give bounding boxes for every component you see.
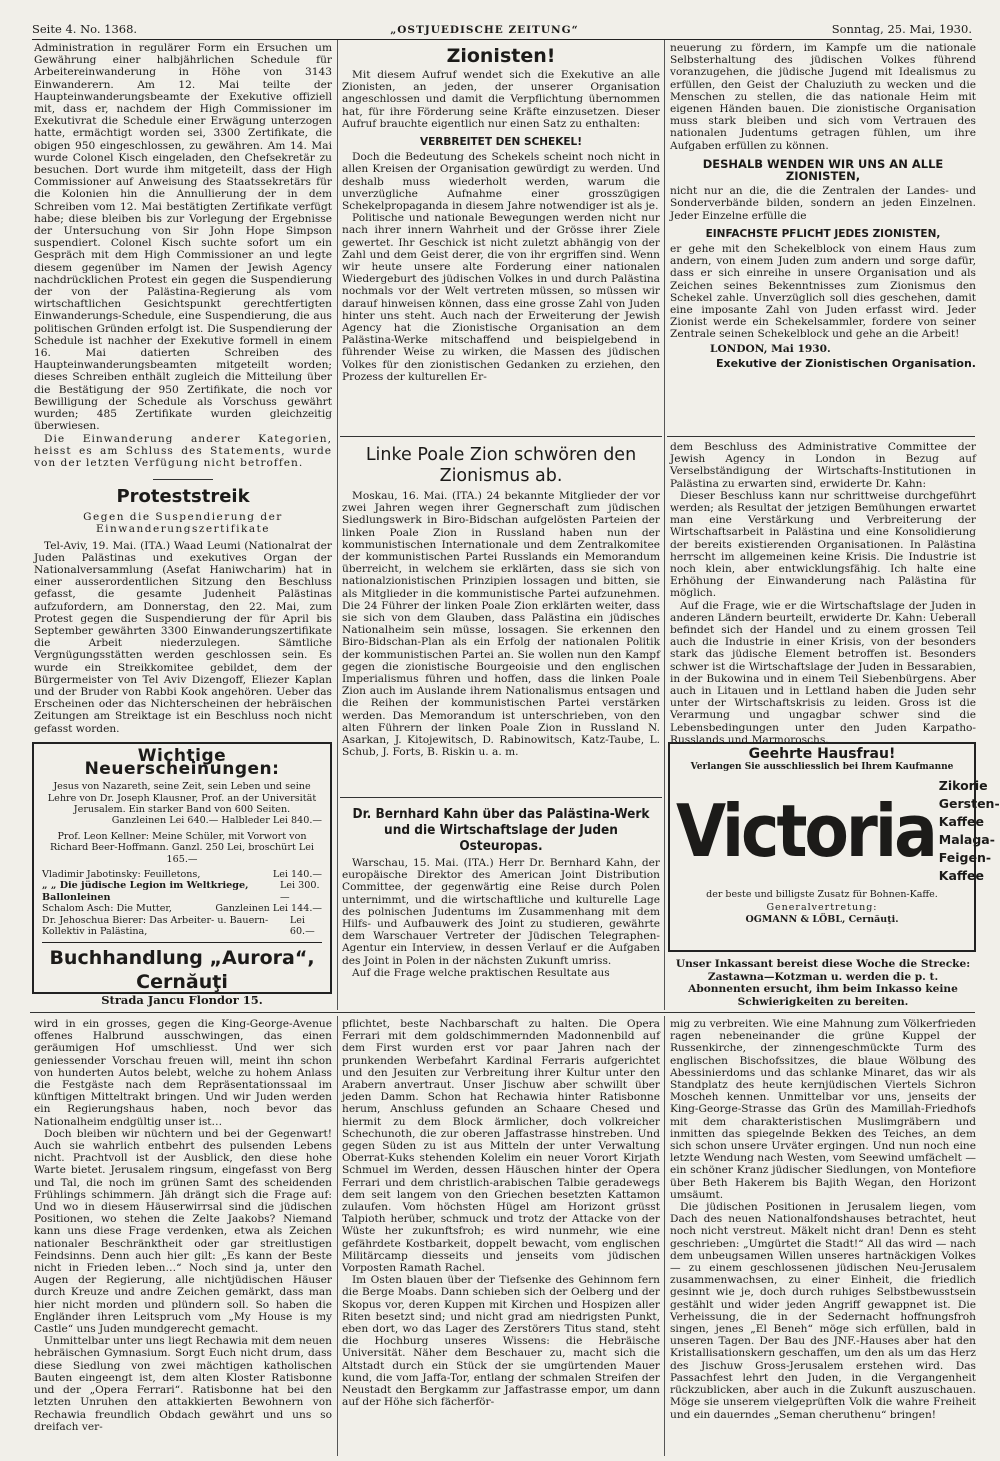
column-rule-1: [337, 40, 338, 1010]
kahn-p2: Auf die Frage welche praktischen Resultate aus: [352, 966, 610, 979]
protest-title: Proteststreik: [116, 486, 250, 508]
poale-zion-article: [342, 441, 660, 793]
kahn-article-continued: [670, 441, 976, 746]
col3-caption-1: DESHALB WENDEN WIR UNS AN ALLE ZIONISTEN,: [702, 156, 944, 184]
victoria-advertisement: [668, 742, 1000, 952]
col3-p3: er gehe mit den Schekelblock von einem Haus zum andern, von einem Juden zum andern und sorge dafür, dass er sich einreihe in unsere Organisation und als Zeichen seines Bekenntnisses zum Zionismus den Schekel zahle. Unverzüglich soll dies geschehen, damit eine imposante Zahl von Juden erfasst wird. Jeder Zionist werde ein Schekelsammler, fordere von seiner Zentrale seinen Schekelblock und gehe an die Arbeit!: [670, 243, 976, 341]
victoria-ad-subheading: Verlangen Sie ausschliesslich bei Ihrem Kaufmanne: [690, 761, 954, 772]
victoria-tagline: der beste und billigste Zusatz für Bohnen-Kaffe.: [706, 889, 938, 901]
section-rule-bottom: [30, 1012, 975, 1013]
book-price-3: Lei 140.—: [272, 869, 322, 881]
books-advertisement: [32, 742, 332, 1008]
kahn-cont-p3: Auf die Frage, wie er die Wirtschaftslage der Juden in anderen Ländern beurteilt, erwiderte Dr. Kahn: Ueberall befindet sich der Handel und zu einem grossen Teil auch die Industrie in einer Krisis, von der besonders stark das jüdische Element betroffen ist. Besonders schwer ist die Wirtschaftslage der Juden in Bessarabien, in der Bukowina und in einem Teil Siebenbürgens. Aber auch in Litauen und in Lettland haben die Juden sehr unter der Wirtschaftskrisis zu leiden. Gross ist die Verarmung und ungagbar schwer sind die Lebensbedingungen unter den Juden Karpatho-Russlands und Marmoroschs.: [670, 599, 976, 746]
victoria-brand-logo: Victoria: [676, 789, 935, 874]
immigration-closing: Die Einwanderung anderer Kategorien, heisst es am Schluss des Statements, wurde von der letzten Verfügung nicht betroffen.: [34, 432, 332, 469]
column-1-article: [34, 42, 332, 734]
victoria-ad-heading: Geehrte Hausfrau!: [748, 746, 896, 762]
collector-notice: [672, 958, 974, 1008]
victoria-product-3: Malaga-Feigen-Kaffee: [938, 832, 995, 884]
bottom-c2-p1: pflichtet, beste Nachbarschaft zu halten. Die Opera Ferrari mit dem goldschimmernden Madonnenbild auf dem First wurden erst vor paar Jahren nach der prunkenden Werbefahrt Kardinal Ferraris aufgerichtet und den Jesuiten zur Verbreitung ihrer Kultur unter den Arabern anvertraut. Unser Jischuw aber schwillt über jeden Damm. Schon hat Rechawia hinter Ratisbonne herum, Anschluss gefunden an Schaare Chesed und hiermit zu dem Block ärmlicher, doch volkreicher Schechunoth, die zur oberen Jaffastrasse hinstreben. Und gegen Süden zu ist aus Mitteln der unter Verwaltung Oberrat-Kuks stehenden Kolelim ein neuer Vorort Kirjath Schmuel im Werden, dessen Häuschen hinter der Opera Ferrari und dem christlich-arabischen Talbie geradewegs dem seit langem von den Griechen besetzten Kattamon zulaufen. Vom höchsten Hügel am Horizont grüsst Talpioth herüber, schmuck und trotz der Attacke von der Wüste her zukunftsfroh; es wird nunmehr, wie eine gefährdete Kostbarkeit, doppelt bewacht, vom englischen Militärcamp diesseits und jenseits vom jüdischen Vorposten Ramath Rachel.: [342, 1018, 660, 1275]
bottom-column-2: [342, 1018, 660, 1456]
newspaper-name: „OSTJUEDISCHE ZEITUNG“: [390, 24, 579, 36]
book-item-3: Vladimir Jabotinsky: Feuilletons,: [42, 869, 201, 881]
kahn-p1: Warschau, 15. Mai. (ITA.) Herr Dr. Bernhard Kahn, der europäische Direktor des American Joint Distribution Committee, der gegenwärtig eine Reise durch Polen unternimmt, und die wirtschaftliche und kulturelle Lage des polnischen Judentums im Zusammenhang mit dem Hilfs- und Aufbauwerk des Joint zu studieren, gewährte dem Warschauer Vertreter der Jüdischen Telegraphen-Agentur ein Interview, in dessen Verlauf er die Aufgaben des Joint in Polen in der nächsten Zukunft umriss.: [342, 857, 660, 967]
zionisten-p2: Doch die Bedeutung des Schekels scheint noch nicht in allen Kreisen der Organisation gewürdigt zu werden. Und deshalb muss wiederholt werden, warum die unverzügliche Aufnahme einer grosszügigen Schekelpropaganda in diesem Jahre notwendiger ist als je.: [342, 151, 660, 213]
book-price-1: Ganzleinen Lei 640.— Halbleder Lei 840.—: [111, 815, 322, 827]
book-price-5: Ganzleinen Lei 144.—: [215, 903, 322, 915]
page-number: Seite 4. No. 1368.: [32, 22, 138, 36]
collector-notice-text: Unser Inkassant bereist diese Woche die Strecke: Zastawna—Kotzman u. werden die p. t. Abonnenten ersucht, ihm beim Inkasso keine Schwierigkeiten zu bereiten.: [675, 958, 971, 1008]
book-item-1: Jesus von Nazareth, seine Zeit, sein Leben und seine Lehre von Dr. Joseph Klausner, Prof. an der Universität Jerusalem. Ein starker Band von 600 Seiten.: [47, 781, 317, 815]
appeal-place-date: LONDON, Mai 1930.: [710, 342, 831, 355]
section-rule-col3: [667, 436, 975, 437]
col3-caption-2: EINFACHSTE PFLICHT JEDES ZIONISTEN,: [705, 227, 941, 240]
short-divider: [153, 479, 213, 480]
kahn-article: [342, 802, 660, 1008]
bookshop-name: Buchhandlung „Aurora“, Cernăuţi: [49, 947, 315, 994]
bottom-column-1: [34, 1018, 332, 1456]
bottom-c3-p2: Die jüdischen Positionen in Jerusalem liegen, vom Dach des neuen Nationalfondshauses betrachtet, heut noch nicht verstreut. Mäkelt nicht dran! Denn es steht geschrieben: „Umgürtet die Stadt!“ All das wird — nach dem unbeugsamen Willen unseres hartnäckigen Volkes — zu einem geschlossenen jüdischen Neu-Jerusalem zusammenwachsen, zu einer Einheit, die friedlich gesinnt wie je, doch durch ruhiges Selbstbewusstsein gestählt und wider jeden Angriff gewappnet ist. Die Verheissung, die in der Sedernacht hoffnungsfroh singen, jenes „El Beneh“ möge sich erfüllen, bald in unseren Tagen. Der Bau des JNF.-Hauses aber hat den Kristallisationskern geschaffen, um den als um das Herz des Jischuw Gross-Jerusalem erstehen wird. Das Passachfest lehrt den Juden, in die Vergangenheit rückzublicken, aber auch in die Zukunft auszuschauen. Möge sie unserem vielgeprüften Volk die wahre Freiheit und ein dauerndes „Seman cheruthenu“ bringen!: [670, 1201, 976, 1421]
kahn-cont-p2: Dieser Beschluss kann nur schrittweise durchgeführt werden; als Resultat der jetzigen Bemühungen erwartet man eine Verstärkung und Verbreiterung der Wirtschaftsarbeit in Palästina und eine Konsolidierung der bereits existierenden Organisationen. In Palästina herrscht im allgemeinen keine Krisis. Die Industrie ist noch klein, aber entwicklungsfähig. Ich halte eine Erhöhung der Einwanderung nach Palästina für möglich.: [670, 489, 976, 600]
book-price-6: Lei 60.—: [289, 914, 315, 938]
bottom-c1-p2: Doch bleiben wir nüchtern und bei der Gegenwart! Auch sie wahrlich entbehrt des pulsenden Lebens nicht. Prachtvoll ist der Ausblick, den diese hohe Warte bietet. Jerusalem ringsum, eingefasst von Berg und Tal, die noch im grünen Samt des scheidenden Frühlings schimmern. Jäh drängt sich die Frage auf: Und wo in diesem Häuserwirrsal sind die jüdischen Positionen, wo stehen die Zelte Jaakobs? Niemand kann uns diese Frage verdenken, etwa als Zeichen nationaler Beschränktheit oder gar streitlustigen Feindsinns. Denn auch hier gilt: „Es kann der Beste nicht in Frieden leben…“ Noch sind ja, unter den Augen der Regierung, alle nichtjüdischen Häuser durch Kreuze und andre Zeichen gemärkt, dass man hier nicht morden und plündern soll. So haben die Engländer ihren Leitspruch vom „My House is my Castle“ uns Juden mundgerecht gemacht.: [34, 1127, 332, 1336]
column-rule-bottom-2: [664, 1016, 665, 1456]
zionisten-p3: Politische und nationale Bewegungen werden nicht nur nach ihrer innern Wahrheit und der Grösse ihrer Ziele gewertet. Ihr Geschick ist nicht zuletzt abhängig von der Zahl und dem Geist derer, die von ihr ergriffen sind. Wenn wir heute unsere alte Forderung einer nationalen Wiedergeburt des jüdischen Volkes in und durch Palästina nochmals vor der Welt vertreten müssen, so müssen wir darauf hinweisen können, dass eine grosse Zahl von Juden hinter uns steht. Auch nach der Erweiterung der Jewish Agency hat die Zionistische Organisation an dem Palästina-Werke mitschaffend und beispielgebend in führender Weise zu wirken, die Massen des jüdischen Volkes für den zionistischen Gedanken zu erziehen, den Prozess der kulturellen Er-: [342, 212, 660, 383]
protest-body: Tel-Aviv, 19. Mai. (ITA.) Waad Leumi (Nationalrat der Juden Palästinas und exekutives Organ der Nationalversammlung (Asefat Haniwcharim) hat in einer ausserordentlichen Sitzung den Beschluss gefasst, die gesamte Judenheit Palästinas aufzufordern, am Donnerstag, den 22. Mai, zum Protest gegen die Suspendierung der für April bis September gewährten 3300 Einwanderungszertifikate die Arbeit niederzulegen. Sämtliche Vergnügungsstätten werden geschlossen sein. Es wurde ein Streikkomitee gebildet, dem der Bürgermeister von Tel Aviv Dizengoff, Eliezer Kaplan und der Bruder von Rabbi Kook angehören. Ueber das Erscheinen oder das Nichterscheinen der hebräischen Zeitungen am Streiktage ist ein Beschluss noch nicht gefasst worden.: [34, 539, 332, 735]
books-ad-title: Wichtige Neuerscheinungen:: [84, 746, 280, 779]
zionisten-appeal-continued: [670, 42, 976, 432]
section-rule-zionisten: [340, 436, 662, 437]
column-rule-bottom-1: [337, 1016, 338, 1456]
poale-zion-title: Linke Poale Zion schwören den Zionismus ab.: [365, 445, 637, 486]
page-header: [32, 14, 972, 40]
book-item-6: Dr. Jehoschua Bierer: Das Arbeiter- u. Bauern-Kollektiv in Palästina,: [42, 914, 269, 938]
immigration-paragraph: Administration in regulärer Form ein Ersuchen um Gewährung einer halbjährlichen Schedule für Arbeitereinwanderung in Höhe von 3143 Einwanderern. Am 12. Mai teilte der Haupteinwanderungsbeamte der Exekutive offiziell mit, dass er, nachdem der High Commissioner im Exekutivrat die Schedule einer Erwägung unterzogen hatte, ermächtigt worden sei, 3300 Zertifikate, die obigen 950 eingeschlossen, zu gewähren. Am 14. Mai wurde Colonel Kisch eingeladen, den Chefsekretär zu besuchen. Dort wurde ihm mitgeteilt, dass der High Commissioner auf Anweisung des Staatssekretärs für die Kolonien hin die Annullierung der in dem Schreiben vom 12. Mai bestätigten Zertifikate verfügt habe; diese bleiben bis zur Vorlegung der Ergebnisse der Untersuchung von Sir John Hope Simpson suspendiert. Colonel Kisch suchte sofort um ein Gespräch mit dem High Commissioner an und legte diesem gegenüber im Namen der Jewish Agency nachdrücklichen Protest ein gegen die Suspendierung der von der Palästina-Regierung als vom wirtschaftlichen Gesichtspunkt gerechtfertigten Einwanderungs-Schedule, eine Suspendierung, die aus politischen Gründen erfolgt ist. Die Suspendierung der Schedule ist nachher der Exekutive formell in einem 16. Mai datierten Schreiben des Haupteinwanderungsbeamten mitgeteilt worden; dieses Schreiben enthält zugleich die Mitteilung über die Bestätigung der 950 Zertifikate, die noch vor Bewilligung der Schedule als Vorschuss gewährt wurden; 485 Zertifikate wurden gleichzeitig überwiesen.: [34, 42, 332, 433]
protest-subtitle: Gegen die Suspendierung der Einwanderungszertifikate: [83, 511, 283, 536]
issue-date: Sonntag, 25. Mai, 1930.: [831, 22, 972, 36]
kahn-cont-p1: dem Beschluss des Administrative Committee der Jewish Agency in London in Bezug auf Verselbständigung der Wirtschafts-Institutionen in Palästina zu erwarten sind, erwiderte Dr. Kahn:: [670, 441, 976, 490]
column-rule-2: [664, 40, 665, 1010]
bottom-column-3: [670, 1018, 976, 1456]
col3-p2: nicht nur an die, die die Zentralen der Landes- und Sonderverbände bilden, sondern an jeden Einzelnen. Jeder Einzelne erfülle die: [670, 185, 976, 222]
victoria-product-1: Zikorie: [938, 778, 988, 794]
bookshop-address: Strada Jancu Flondor 15.: [101, 993, 263, 1008]
victoria-rep: OGMANN & LÖBL, Cernăuţi.: [745, 914, 899, 926]
bottom-c1-p1: wird in ein grosses, gegen die King-George-Avenue offenes Halbrund ausschwingen, das einen geräumigen Hof umschliesst. Und wer sich geniessender Vorschau freuen will, meint ihn schon von hunderten Autos belebt, welche zu hohem Anlass die Festgäste nach dem Repräsentationssaal im künftigen Mitteltrakt bringen. Und wir Juden werden ein Regierungshaus haben, noch bevor das Nationalheim endgültig unser ist…: [34, 1018, 332, 1128]
bottom-c1-p3: Unmittelbar unter uns liegt Rechawia mit dem neuen hebräischen Gymnasium. Sorgt Euch nicht drum, dass diese Siedlung von zwei mächtigen katholischen Bauten eingeengt ist, dem alten Kloster Ratisbonne und der „Opera Ferrari“. Ratisbonne hat bei den letzten Unruhen den attakkierten Bewohnern von Rechawia freundlich Obdach gewährt und uns so dreifach ver-: [34, 1335, 332, 1433]
zionisten-caption-1: VERBREITET DEN SCHEKEL!: [419, 136, 583, 149]
col3-p1: neuerung zu fördern, im Kampfe um die nationale Selbsterhaltung des jüdischen Volkes führend voranzugehen, die jüdische Jugend mit Idealismus zu erfüllen, den Geist der Chaluziuth zu wecken und die Menschen zu stellen, die das nationale Heim mit eigenen Händen bauen. Die zionistische Organisation muss stark bleiben und sich vom Vertrauen des nationalen Judentums getragen fühlen, um ihre Aufgaben erfüllen zu können.: [670, 42, 976, 152]
zionisten-appeal: [342, 42, 660, 432]
book-item-2: Prof. Leon Kellner: Meine Schüler, mit Vorwort von Richard Beer-Hoffmann. Ganzl. 250 Lei, broschürt Lei 165.—: [50, 830, 314, 865]
poale-zion-body: Moskau, 16. Mai. (ITA.) 24 bekannte Mitglieder der vor zwei Jahren wegen ihrer Gegnerschaft zum jüdischen Siedlungswerk in Biro-Bidschan aufgelösten Parteien der linken Poale Zion in Russland haben nun der kommunistischen Internationale und dem Zentralkomitee der kommunistischen Partei Russlands ein Memorandum überreicht, in welchem sie erklärten, dass sie sich von nationalzionistischen Prinzipien lossagen und bitten, sie als Mitglieder in die kommunistische Partei aufzunehmen. Die 24 Führer der linken Poale Zion erklärten weiter, dass sie sich von dem Glauben, dass Palästina ein jüdisches Nationalheim sein müsse, lossagen. Sie erkennen den Biro-Bidschan-Plan als ein Erfolg der nationalen Politik der kommunistischen Partei an. Sie wollen nun den Kampf gegen die zionistische Bourgeoisie und den englischen Imperialismus führen und hoffen, dass die linken Poale Zion auch im Auslande ihrem Nationalismus entsagen und die Reihen der kommunistischen Partei verstärken werden. Das Memorandum ist unterschrieben, von den alten Führern der linken Poale Zion in Russland N. Asarkan, J. Kitojewitsch, D. Rabinowitsch, Katz-Taube, L. Schub, J. Forts, B. Riskin u. a. m.: [342, 490, 660, 759]
zionisten-title: Zionisten!: [446, 45, 556, 67]
book-item-4: „ „ Die jüdische Legion im Weltkriege, Ballonleinen: [42, 880, 249, 903]
zionisten-p1: Mit diesem Aufruf wendet sich die Exekutive an alle Zionisten, an jeden, der unserer Organisation angeschlossen und damit die Verpflichtung übernommen hat, für ihre Förderung seine Kräfte einzusetzen. Dieser Aufruf brauchte eigentlich nur einen Satz zu enthalten:: [342, 69, 660, 130]
section-rule-poale: [340, 797, 662, 798]
bottom-c3-p1: mig zu verbreiten. Wie eine Mahnung zum Völkerfrieden ragen nebeneinander die grüne Kuppel der Russenkirche, der zinnengeschmückte Turm des englischen Bischofssitzes, die blaue Wölbung des Abessinierdoms und das schlanke Minaret, das wir als Standplatz des heute kernjüdischen Viertels Sichron Moscheh kennen. Unmittelbar vor uns, jenseits der King-George-Strasse das Grün des Mamillah-Friedhofs mit dem charakteristischen Muslimgräbern und inmitten das spiegelnde Bekken des Teiches, an dem sich schon unsere Urväter ergingen. Und nun noch eine letzte Wendung nach Westen, vom Seewind umfächelt — ein schöner Kranz jüdischer Siedlungen, von Montefiore über Beth Hakerem bis Bajith Wegan, den Horizont umsäumt.: [670, 1018, 976, 1201]
appeal-signature: Exekutive der Zionistischen Organisation.: [715, 356, 976, 370]
victoria-product-2: Gersten-Kaffee: [938, 796, 1000, 830]
book-item-5: Schalom Asch: Die Mutter,: [42, 903, 172, 915]
bottom-c2-p2: Im Osten blauen über der Tiefsenke des Gehinnom fern die Berge Moabs. Dann schieben sich der Oelberg und der Skopus vor, deren Kuppen mit Kirchen und Hospizen aller Riten besetzt sind; und nicht grad am niedrigsten Punkt, eben dort, wo das Lager des Zerstörers Titus stand, steht die Hochburg unseres Wissens: die Hebräische Universität. Näher dem Beschauer zu, macht sich die Altstadt durch ein Stück der sie umgürtenden Mauer kund, die vom Jaffa-Tor, entlang der schmalen Streifen der Neustadt den Bergkamm zur Jaffastrasse empor, um dann auf der Höhe sich fächerför-: [342, 1274, 660, 1409]
victoria-rep-label: Generalvertretung:: [766, 901, 878, 913]
book-price-4: Lei 300.—: [279, 880, 320, 903]
kahn-title: Dr. Bernhard Kahn über das Palästina-Werk und die Wirtschaftslage der Juden Osteuropas.: [352, 806, 650, 854]
